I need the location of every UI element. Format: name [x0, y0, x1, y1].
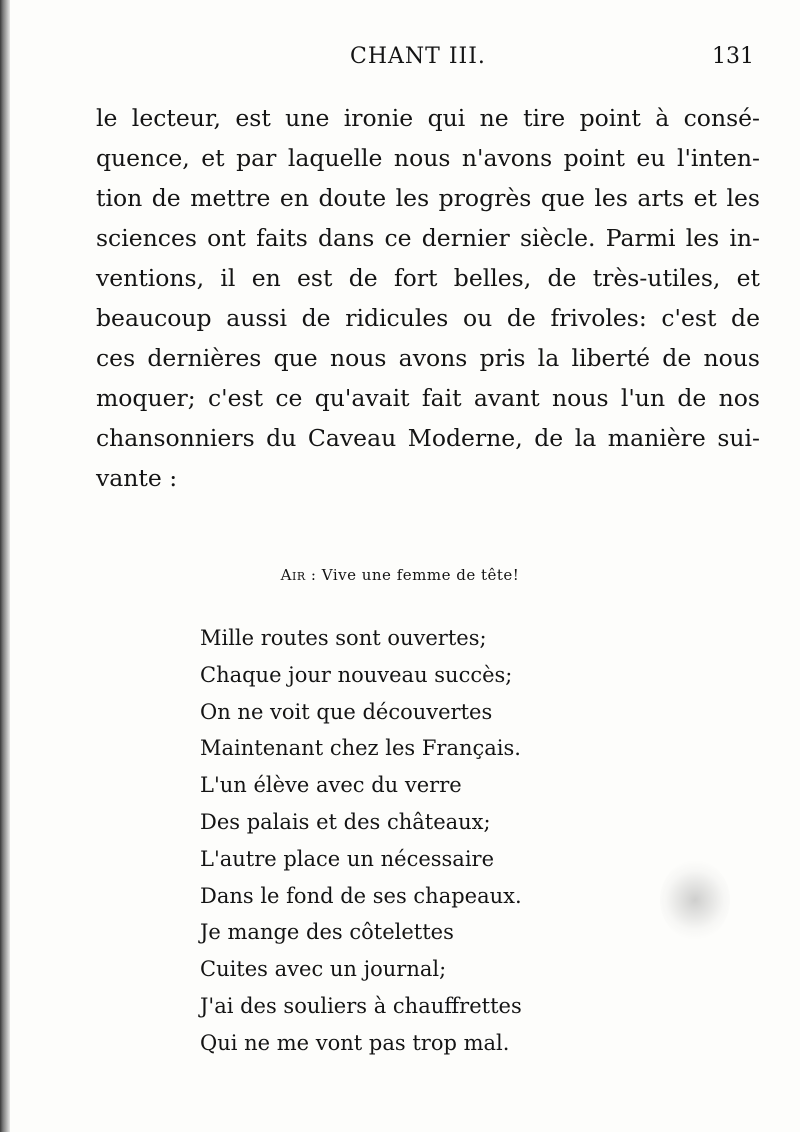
verse-line: On ne voit que découvertes: [200, 699, 493, 724]
page-number: 131: [712, 44, 754, 69]
verse-line: Maintenant chez les Français.: [200, 736, 521, 761]
prose-line: sciences ont faits dans ce dernier siècle. Parmi les in-: [96, 224, 760, 252]
prose-line: vante :: [96, 464, 178, 492]
verse-line: Des palais et des châteaux;: [200, 809, 491, 834]
verse-line: Cuites avec un journal;: [200, 957, 447, 982]
verse-line: Dans le fond de ses chapeaux.: [200, 883, 522, 908]
verse-line: Qui ne me vont pas trop mal.: [200, 1030, 510, 1055]
prose-line: quence, et par laquelle nous n'avons point eu l'inten-: [96, 144, 760, 172]
ink-bleed-mark: [660, 860, 730, 940]
chapter-title: CHANT III.: [350, 44, 486, 69]
air-prefix: Air :: [280, 566, 317, 584]
prose-line: chansonniers du Caveau Moderne, de la manière sui-: [96, 424, 760, 452]
verse-line: J'ai des souliers à chauffrettes: [200, 993, 522, 1018]
song-verse: [200, 620, 620, 1062]
verse-line: Mille routes sont ouvertes;: [200, 626, 487, 650]
prose-line: moquer; c'est ce qu'avait fait avant nous l'un de nos: [96, 384, 760, 412]
prose-line: le lecteur, est une ironie qui ne tire point à consé-: [96, 104, 760, 132]
verse-line: Je mange des côtelettes: [200, 920, 454, 945]
verse-line: L'un élève avec du verre: [200, 773, 462, 798]
prose-paragraph: [96, 98, 760, 498]
verse-line: Chaque jour nouveau succès;: [200, 662, 513, 687]
prose-line: beaucoup aussi de ridicules ou de frivoles: c'est de: [96, 304, 760, 332]
air-title: Vive une femme de tête!: [321, 566, 520, 584]
prose-line: ces dernières que nous avons pris la liberté de nous: [96, 344, 760, 372]
prose-line: tion de mettre en doute les progrès que les arts et les: [96, 184, 760, 212]
running-head: [0, 44, 800, 78]
prose-line: ventions, il en est de fort belles, de très-utiles, et: [96, 264, 760, 292]
song-air-heading: [0, 566, 800, 584]
verse-line: L'autre place un nécessaire: [200, 846, 495, 871]
